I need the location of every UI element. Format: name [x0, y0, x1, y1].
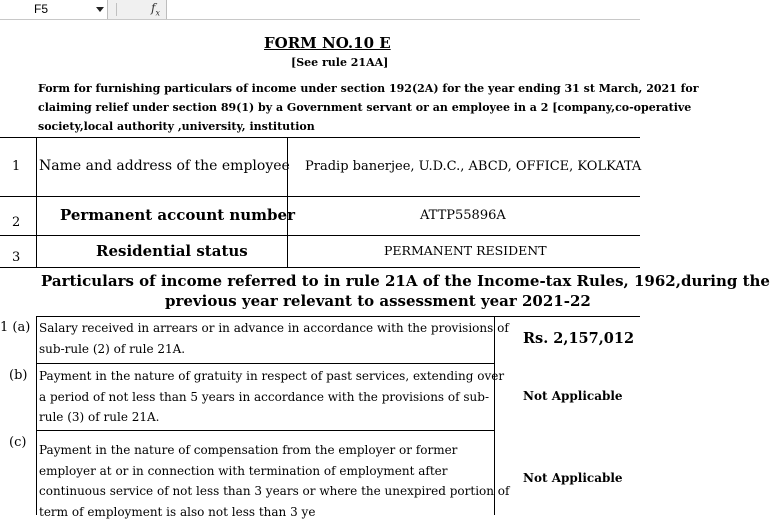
section-header-line-2: previous year relevant to assessment year 2021-22	[165, 292, 591, 310]
intro-line-1: Form for furnishing particulars of income under section 192(2A) for the year ending 31 st March, 2021 for	[38, 79, 699, 98]
name-box[interactable]	[0, 0, 108, 19]
residential-status-value[interactable]: PERMANENT RESIDENT	[384, 243, 547, 258]
row-number: 3	[12, 250, 20, 265]
form-subtitle: [See rule 21AA]	[291, 56, 388, 69]
employee-name-value[interactable]: Pradip banerjee, U.D.C., ABCD, OFFICE, KOLKATA	[305, 159, 641, 174]
residential-status-label: Residential status	[96, 242, 248, 260]
grid-line	[36, 137, 37, 267]
grid-line	[36, 316, 37, 515]
grid-line	[0, 235, 640, 236]
item-description-line: sub-rule (2) of rule 21A.	[39, 339, 185, 360]
function-icon[interactable]: $f_x$	[151, 1, 160, 17]
grid-line	[0, 137, 640, 138]
row-number: 2	[12, 215, 20, 230]
row-number: 1	[12, 159, 20, 174]
item-description-line: Payment in the nature of gratuity in respect of past services, extending over	[39, 366, 504, 387]
employee-name-label: Name and address of the employee	[39, 158, 290, 174]
pan-label: Permanent account number	[60, 206, 295, 224]
grid-line	[36, 430, 494, 431]
item-number: (c)	[9, 435, 26, 450]
pan-value[interactable]: ATTP55896A	[420, 208, 506, 223]
grid-line	[0, 267, 640, 268]
chevron-down-icon[interactable]	[96, 7, 104, 12]
salary-arrears-value[interactable]: Rs. 2,157,012	[523, 330, 634, 347]
item-number: 1 (a)	[0, 320, 30, 335]
grid-line	[287, 137, 288, 267]
gratuity-value[interactable]: Not Applicable	[523, 389, 623, 403]
section-header-line-1: Particulars of income referred to in rule 21A of the Income-tax Rules, 1962,during the	[41, 272, 770, 290]
grid-line	[36, 316, 640, 317]
grid-line	[36, 363, 494, 364]
formula-bar	[0, 0, 640, 20]
toolbar-divider	[116, 3, 117, 16]
form-title: FORM NO.10 E	[264, 34, 391, 52]
item-description-line: a period of not less than 5 years in accordance with the provisions of sub-	[39, 387, 489, 408]
item-description-line: Salary received in arrears or in advance in accordance with the provisions of	[39, 318, 509, 339]
grid-line	[0, 196, 640, 197]
compensation-value[interactable]: Not Applicable	[523, 471, 623, 485]
item-description-line: rule (3) of rule 21A.	[39, 407, 159, 428]
item-number: (b)	[9, 368, 27, 383]
item-description-line: continuous service of not less than 3 years or where the unexpired portion of	[39, 481, 509, 502]
item-description-line: employer at or in connection with termination of employment after	[39, 461, 448, 482]
item-description-line: term of employment is also not less than 3 ye	[39, 502, 315, 522]
intro-line-3: society,local authority ,university, institution	[38, 117, 315, 136]
formula-input[interactable]	[166, 0, 640, 19]
item-description-line: Payment in the nature of compensation from the employer or former	[39, 440, 457, 461]
intro-line-2: claiming relief under section 89(1) by a Government servant or an employee in a 2 [company,co-operative	[38, 98, 691, 117]
cell-reference: F5	[34, 2, 48, 16]
